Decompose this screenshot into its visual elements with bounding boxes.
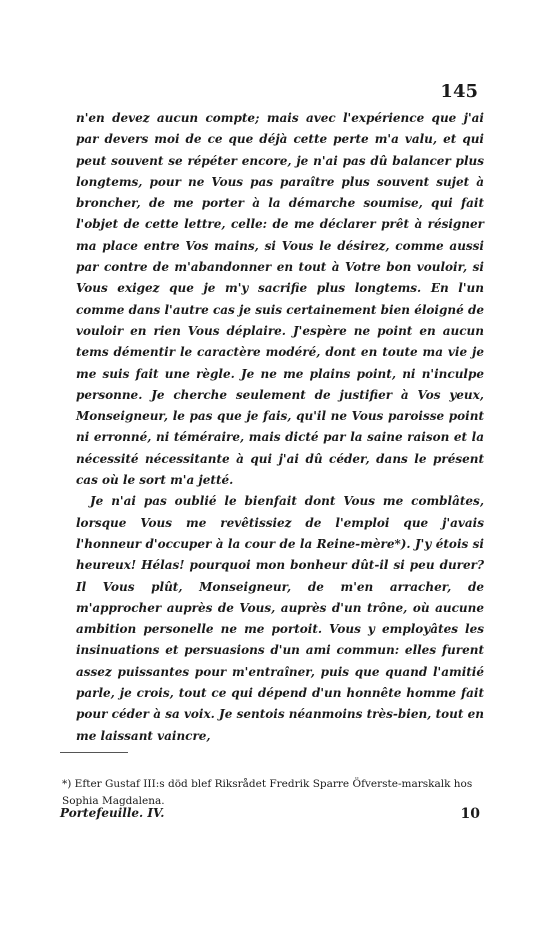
body-text [76, 108, 484, 747]
footnote-divider [60, 752, 128, 753]
signature-title: Portefeuille. IV. [60, 806, 165, 820]
paragraph-1: n'en devez aucun compte; mais avec l'expérience que j'ai par devers moi de ce que déjà cette perte m'a valu, et qui peut souvent se répéter encore, je n'ai pas dû balancer plus longtems, pour ne Vous pas paraître plus souvent sujet à broncher, de me porter à la démarche soumise, qui fait l'objet de cette lettre, celle: de me déclarer prêt à résigner ma place entre Vos mains, si Vous le désirez, comme aussi par contre de m'abandonner en tout à Votre bon vouloir, si Vous exigez que je m'y sacrifie plus longtems. En l'un comme dans l'autre cas je suis certainement bien éloigné de vouloir en rien Vous déplaire. J'espère ne point en aucun tems démentir le caractère modéré, dont en toute ma vie je me suis fait une règle. Je ne me plains point, ni n'inculpe personne. Je cherche seulement de justifier à Vos yeux, Monseigneur, le pas que je fais, qu'il ne Vous paroisse point ni erronné, ni téméraire, mais dicté par la saine raison et la nécessité nécessitante à qui j'ai dû céder, dans le présent cas où le sort m'a jetté. [76, 111, 484, 488]
page-number: 145 [440, 81, 478, 102]
footnote: *) Efter Gustaf III:s död blef Riksrådet Fredrik Sparre Öfverste-marskalk hos Sophia Magdalena. [62, 778, 473, 807]
signature-mark: 10 [460, 806, 480, 822]
paragraph-2: Je n'ai pas oublié le bienfait dont Vous me comblâtes, lorsque Vous me revêtissiez de l'emploi que j'avais l'honneur d'occuper à la cour de la Reine-mère*). J'y étois si heureux! Hélas! pourquoi mon bonheur dût-il si peu durer? Il Vous plût, Monseigneur, de m'en arracher, de m'approcher auprès de Vous, auprès d'un trône, où aucune ambition personelle ne me portoit. Vous y employâtes les insinuations et persuasions d'un ami commun: elles furent assez puissantes pour m'entraîner, puis que quand l'amitié parle, je crois, tout ce qui dépend d'un honnête homme fait pour céder à sa voix. Je sentois néanmoins très-bien, tout en me laissant vaincre, [76, 494, 484, 743]
